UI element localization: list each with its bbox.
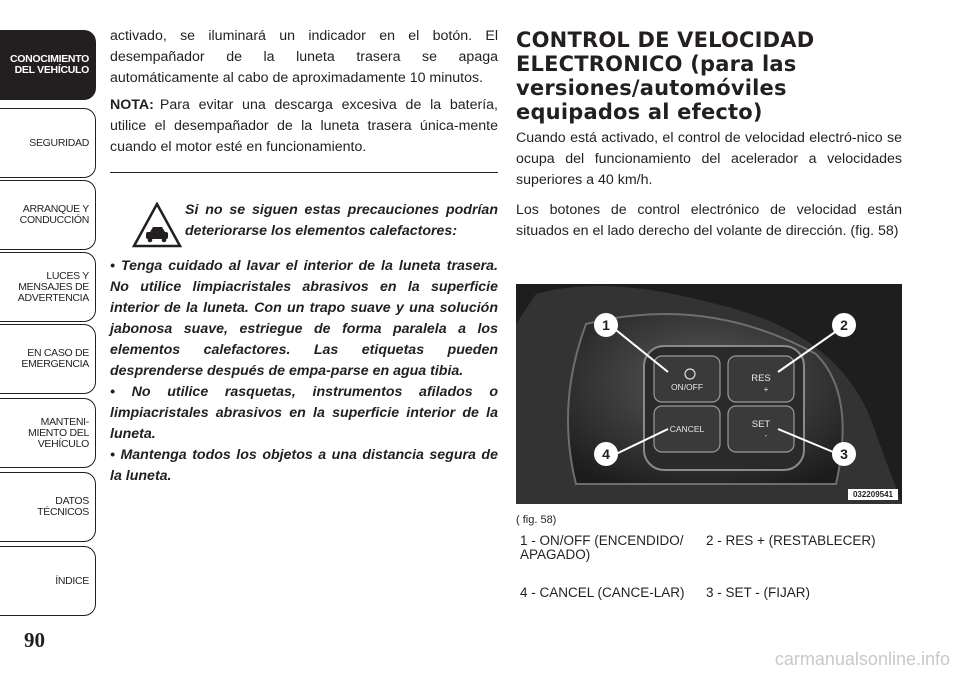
tab-datos-tecnicos[interactable] <box>0 472 96 542</box>
nota-text: Para evitar una descarga excesiva de la batería, utilice el desempañador de la luneta trasera única-mente cuando el motor esté en funcionamiento. <box>110 97 498 155</box>
tab-label: EN CASO DE EMERGENCIA <box>21 347 89 370</box>
tab-mantenimiento[interactable] <box>0 398 96 468</box>
legend-item-1: 1 - ON/OFF (ENCENDIDO/ APAGADO) <box>520 533 684 562</box>
tab-label: ARRANQUE Y CONDUCCIÓN <box>19 203 89 226</box>
legend-item-4: 4 - CANCEL (CANCE-LAR) <box>520 585 685 600</box>
cancel-button-label: CANCEL <box>669 424 705 434</box>
tab-seguridad[interactable] <box>0 108 96 178</box>
warning-intro: Si no se siguen estas precauciones podrían deteriorarse los elementos calefactores: <box>185 202 498 240</box>
callout-2: 2 <box>840 317 848 333</box>
warning-item: • Mantenga todos los objetos a una distancia segura de la luneta. <box>110 447 498 485</box>
continued-paragraph: activado, se iluminará un indicador en el botón. El desempañador de la luneta trasera se apaga automáticamente al cabo de aproximadamente 10 minutos. <box>110 28 498 86</box>
steering-wheel-figure <box>516 284 902 504</box>
page-number: 90 <box>24 628 45 652</box>
figure-code: 032209541 <box>848 489 898 500</box>
intro-paragraph: Cuando está activado, el control de velocidad electró-nico se ocupa del funcionamiento del acelerador a velocidades superiores a 40 km/h. <box>516 130 902 188</box>
callout-3: 3 <box>840 446 848 462</box>
nota-label: NOTA: <box>110 97 154 113</box>
tab-label: SEGURIDAD <box>29 136 89 149</box>
set-button-label: SET <box>751 419 771 430</box>
warning-item: • No utilice rasquetas, instrumentos afilados o limpiacristales abrasivos en la superficie interior de la luneta. <box>110 384 498 443</box>
tab-luces-y-mensajes[interactable] <box>0 252 96 322</box>
tab-label: DATOS TÉCNICOS <box>37 495 89 518</box>
tab-label: CONOCIMIENTO DEL VEHÍCULO <box>9 53 89 76</box>
right-column <box>516 28 902 251</box>
tab-label: LUCES Y MENSAJES DE ADVERTENCIA <box>17 269 89 304</box>
tab-arranque-y-conduccion[interactable] <box>0 180 96 250</box>
section-title: CONTROL DE VELOCIDAD ELECTRONICO (para las versiones/automóviles equipados al efecto) <box>516 28 815 124</box>
tab-conocimiento-del-vehiculo[interactable] <box>0 30 96 100</box>
res-button-label: RES <box>751 373 771 384</box>
on-off-button-label: ON/OFF <box>670 382 704 392</box>
left-column <box>110 26 498 487</box>
tab-label: ÍNDICE <box>55 574 89 587</box>
set-minus-sign: - <box>764 431 768 440</box>
warning-car-icon <box>132 202 182 248</box>
watermark: carmanualsonline.info <box>774 649 950 669</box>
steering-wheel-illustration <box>516 284 902 504</box>
warning-block <box>110 172 498 487</box>
warning-item: • Tenga cuidado al lavar el interior de la luneta trasera. No utilice limpiacristales abrasivos en la superficie interior de la luneta. Con un trapo suave y una solución jabonosa suave, estriegue de forma paralela a los elementos calefactores. Las etiquetas pueden desprenderse después de empa-parse en agua tibia. <box>110 258 498 380</box>
tab-indice[interactable] <box>0 546 96 616</box>
callout-4: 4 <box>602 446 610 462</box>
legend-item-2: 2 - RES + (RESTABLECER) <box>706 533 876 548</box>
figure-caption: ( fig. 58) <box>516 514 557 526</box>
tab-label: MANTENI- MIENTO DEL VEHÍCULO <box>28 415 89 450</box>
callout-1: 1 <box>602 317 610 333</box>
tab-en-caso-de-emergencia[interactable] <box>0 324 96 394</box>
res-plus-sign: + <box>763 385 769 394</box>
location-paragraph: Los botones de control electrónico de velocidad están situados en el lado derecho del volante de dirección. (fig. 58) <box>516 202 902 239</box>
chapter-sidebar <box>0 0 100 640</box>
legend-item-3: 3 - SET - (FIJAR) <box>706 585 811 600</box>
nota-paragraph <box>110 95 498 158</box>
